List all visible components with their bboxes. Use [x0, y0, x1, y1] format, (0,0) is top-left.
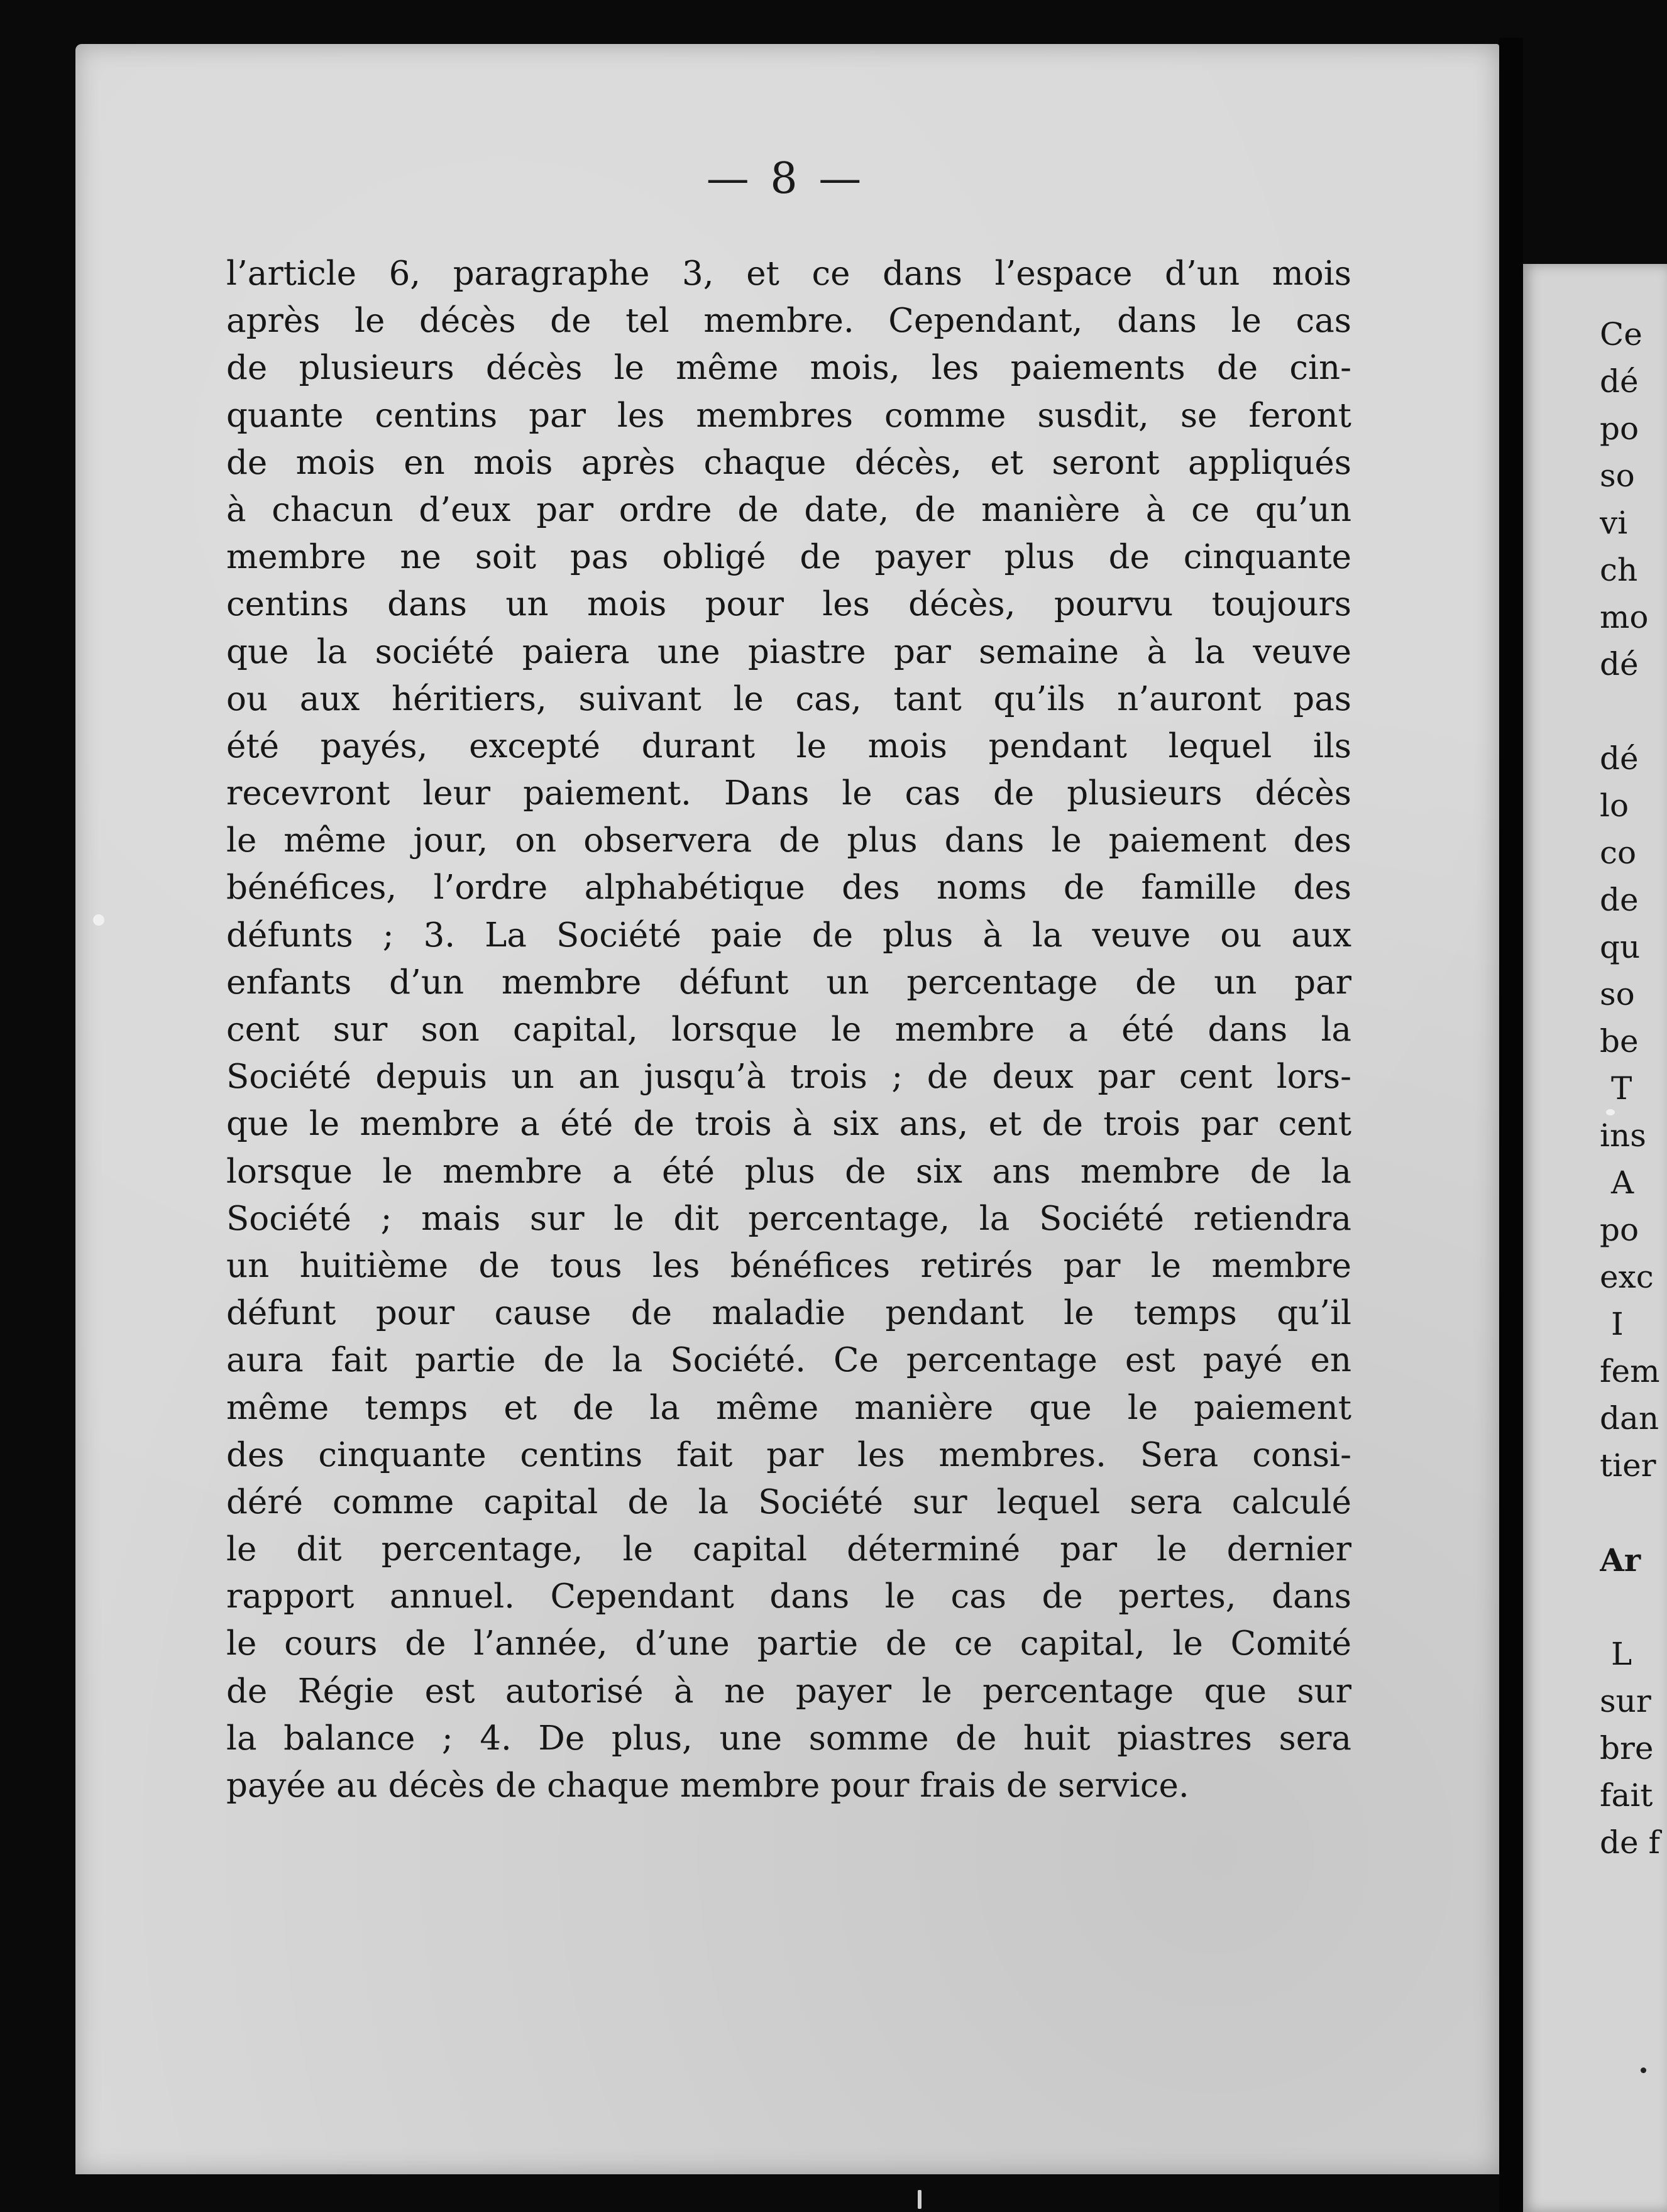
text-line: été payés, excepté durant le mois pendant lequel ils [226, 726, 1351, 765]
fragment-line: tier [1600, 1447, 1656, 1484]
fragment-line [1600, 1489, 1667, 1536]
fragment-line: mo [1600, 599, 1649, 635]
fragment-line: qu [1600, 929, 1641, 965]
fragment-line: de f [1600, 1824, 1660, 1861]
scan-speck [918, 2190, 922, 2209]
fragment-line: dé [1600, 740, 1639, 777]
fragment-line: dé [1600, 363, 1639, 400]
text-line: déré comme capital de la Société sur lequel sera calculé [226, 1482, 1351, 1521]
text-line: payée au décès de chaque membre pour frais de service. [226, 1766, 1189, 1805]
fragment-line [1600, 1584, 1667, 1631]
text-line: quante centins par les membres comme susdit, se feront [226, 396, 1351, 435]
fragment-line: L [1611, 1636, 1632, 1672]
text-line: enfants d’un membre défunt un percentage de un par [226, 963, 1351, 1002]
body-text [226, 250, 1351, 1809]
text-line: que le membre a été de trois à six ans, et de trois par cent [226, 1105, 1351, 1144]
text-line: de mois en mois après chaque décès, et seront appliqués [226, 443, 1351, 482]
fragment-line: fem [1600, 1353, 1660, 1389]
fragment-line: po [1600, 1212, 1639, 1248]
text-line: l’article 6, paragraphe 3, et ce dans l’espace d’un mois [226, 255, 1351, 293]
text-line: recevront leur paiement. Dans le cas de plusieurs décès [226, 774, 1351, 813]
text-line: aura fait partie de la Société. Ce percentage est payé en [226, 1341, 1351, 1380]
fragment-line: dan [1600, 1400, 1659, 1437]
page-number: — 8 — [706, 154, 866, 204]
fragment-line: bre [1600, 1730, 1654, 1766]
text-line: rapport annuel. Cependant dans le cas de pertes, dans [226, 1577, 1351, 1616]
text-line: le même jour, on observera de plus dans le paiement des [226, 821, 1351, 860]
text-line: un huitième de tous les bénéfices retirés par le membre [226, 1246, 1351, 1285]
fragment-line: sur [1600, 1683, 1651, 1719]
text-line: ou aux héritiers, suivant le cas, tant qu’ils n’auront pas [226, 679, 1351, 718]
text-line: défunt pour cause de maladie pendant le temps qu’il [226, 1294, 1351, 1333]
text-line: Société depuis un an jusqu’à trois ; de deux par cent lors- [226, 1058, 1351, 1097]
fragment-line: so [1600, 976, 1635, 1012]
text-line: même temps et de la même manière que le paiement [226, 1388, 1351, 1427]
text-line: que la société paiera une piastre par semaine à la veuve [226, 632, 1351, 671]
text-line: le dit percentage, le capital déterminé par le dernier [226, 1530, 1351, 1569]
fragment-line: dé [1600, 646, 1639, 682]
text-line: de plusieurs décès le même mois, les paiements de cin- [226, 349, 1351, 388]
fragment-line: lo [1600, 787, 1629, 824]
text-line: à chacun d’eux par ordre de date, de manière à ce qu’un [226, 490, 1351, 529]
text-line: le cours de l’année, d’une partie de ce capital, le Comité [226, 1624, 1351, 1663]
fragment-line: de [1600, 882, 1639, 918]
text-line: de Régie est autorisé à ne payer le percentage que sur [226, 1672, 1351, 1711]
text-line: la balance ; 4. De plus, une somme de huit piastres sera [226, 1719, 1351, 1758]
fragment-line: vi [1600, 505, 1628, 541]
text-line: membre ne soit pas obligé de payer plus de cinquante [226, 538, 1351, 577]
book-gutter [1499, 38, 1523, 2212]
fragment-line [1600, 688, 1667, 735]
fragment-line: po [1600, 410, 1639, 447]
fragment-line: be [1600, 1023, 1639, 1059]
scan-speck [1606, 1109, 1615, 1115]
text-line: Société ; mais sur le dit percentage, la Société retiendra [226, 1199, 1351, 1238]
text-line: après le décès de tel membre. Cependant, dans le cas [226, 302, 1351, 341]
fragment-line: I [1611, 1306, 1624, 1342]
fragment-line: Ar [1600, 1541, 1641, 1579]
fragment-line: co [1600, 835, 1637, 871]
text-line: centins dans un mois pour les décès, pourvu toujours [226, 585, 1351, 624]
fragment-line: so [1600, 457, 1635, 494]
text-line: bénéfices, l’ordre alphabétique des noms de famille des [226, 868, 1351, 907]
fragment-line: ins [1600, 1117, 1646, 1154]
scan-speck [93, 914, 104, 926]
right-page-text-fragments [1600, 311, 1667, 1866]
text-line: des cinquante centins fait par les membres. Sera consi- [226, 1435, 1351, 1474]
text-line: lorsque le membre a été plus de six ans membre de la [226, 1152, 1351, 1191]
fragment-line: A [1611, 1164, 1634, 1201]
text-line: cent sur son capital, lorsque le membre a été dans la [226, 1010, 1351, 1049]
scan-dust [1641, 2067, 1646, 2073]
fragment-line: Ce [1600, 316, 1642, 353]
fragment-line: fait [1600, 1777, 1653, 1814]
fragment-line: exc [1600, 1259, 1654, 1295]
fragment-line: T [1611, 1070, 1632, 1107]
text-line: défunts ; 3. La Société paie de plus à la veuve ou aux [226, 916, 1351, 955]
fragment-line: ch [1600, 552, 1638, 588]
